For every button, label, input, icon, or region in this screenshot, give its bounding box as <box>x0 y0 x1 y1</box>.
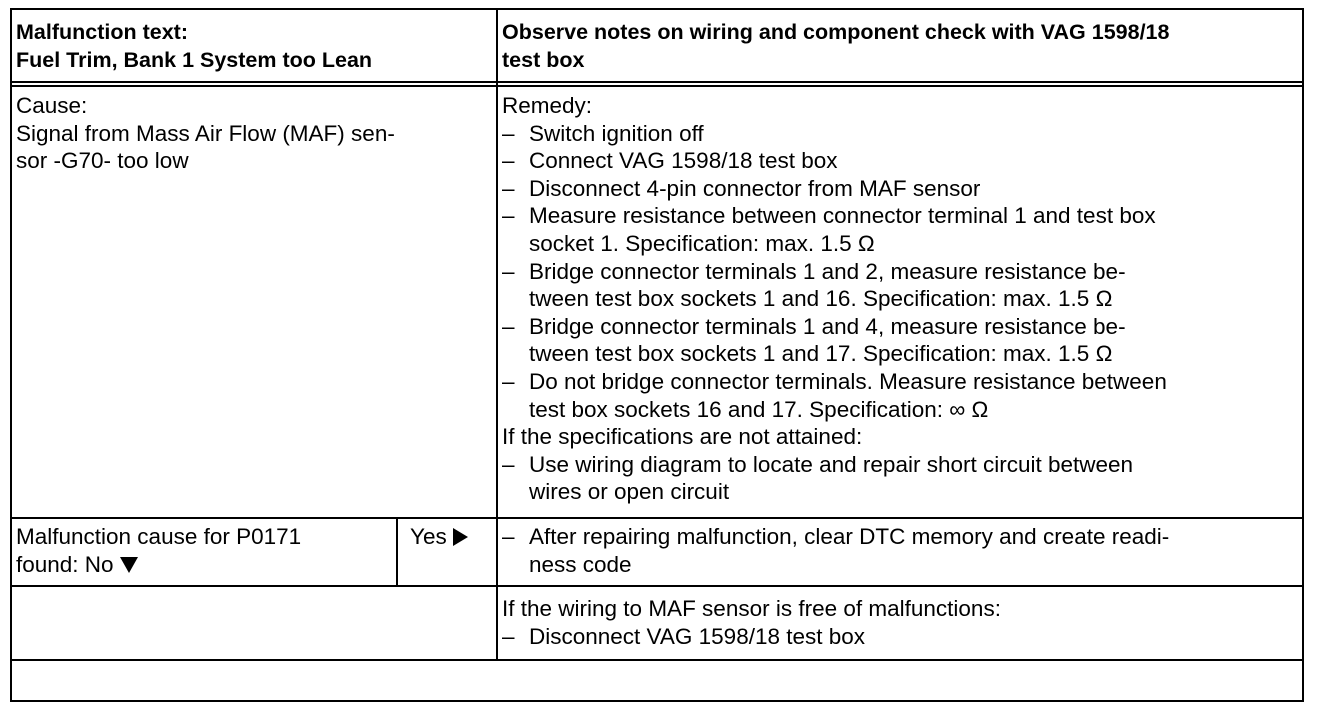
decision-yes-label: Yes <box>410 524 447 549</box>
decision-question-line1: Malfunction cause for P0171 <box>16 524 302 549</box>
remedy-step <box>502 368 1167 423</box>
remedy-divider <box>12 517 1302 519</box>
footer-divider <box>12 659 1302 661</box>
dash-bullet: – <box>502 175 515 201</box>
remedy-step <box>502 202 1167 257</box>
remedy-step <box>502 120 1167 148</box>
dash-bullet: – <box>502 451 515 477</box>
remedy-step-text: test box sockets 16 and 17. Specification: ∞ Ω <box>529 396 989 422</box>
decision-action-cell <box>502 523 1169 578</box>
remedy-step-text: tween test box sockets 1 and 16. Specification: max. 1.5 Ω <box>529 286 1113 312</box>
remedy-cell <box>502 92 1167 506</box>
remedy-step <box>502 147 1167 175</box>
decision-question-line2 <box>16 551 301 579</box>
dash-bullet: – <box>502 120 515 146</box>
remedy-step <box>502 451 1167 506</box>
dash-bullet: – <box>502 203 515 229</box>
dash-bullet: – <box>502 258 515 284</box>
decision-yes <box>410 523 468 551</box>
remedy-step-text: Bridge connector terminals 1 and 2, measure resistance be- <box>529 258 1126 284</box>
remedy-step-text: socket 1. Specification: max. 1.5 Ω <box>529 230 875 256</box>
dash-bullet: – <box>502 368 515 394</box>
arrow-down-icon <box>120 557 138 573</box>
wiring-ok-condition: If the wiring to MAF sensor is free of malfunctions: <box>502 596 1001 621</box>
remedy-step-text: Bridge connector terminals 1 and 4, measure resistance be- <box>529 313 1126 339</box>
dash-bullet: – <box>502 313 515 339</box>
observe-notes-line2: test box <box>502 48 585 72</box>
wiring-ok-step-text: Disconnect VAG 1598/18 test box <box>529 623 866 649</box>
remedy-step-text: Switch ignition off <box>529 120 704 146</box>
malfunction-text-label: Malfunction text: <box>16 20 188 44</box>
arrow-right-icon <box>453 528 468 546</box>
observe-notes-header <box>502 18 1169 74</box>
remedy-step <box>502 258 1167 313</box>
remedy-step-text: wires or open circuit <box>529 479 730 505</box>
wiring-ok-cell <box>502 595 1001 650</box>
remedy-step-text: Do not bridge connector terminals. Measure resistance between <box>529 368 1167 394</box>
decision-question <box>16 523 301 578</box>
remedy-condition: If the specifications are not attained: <box>502 424 863 450</box>
remedy-step-text: Connect VAG 1598/18 test box <box>529 148 838 174</box>
remedy-step-text: Disconnect 4-pin connector from MAF sensor <box>529 175 981 201</box>
malfunction-text-header <box>16 18 372 74</box>
remedy-step <box>502 175 1167 203</box>
cause-text-line2: sor -G70- too low <box>16 148 189 174</box>
remedy-step <box>502 313 1167 368</box>
remedy-step-text: Measure resistance between connector terminal 1 and test box <box>529 203 1156 229</box>
remedy-step-text: Use wiring diagram to locate and repair short circuit between <box>529 451 1134 477</box>
cause-text-line1: Signal from Mass Air Flow (MAF) sen- <box>16 120 395 146</box>
dash-bullet: – <box>502 524 515 549</box>
column-divider <box>496 10 498 660</box>
decision-no-label: found: No <box>16 551 114 577</box>
cause-cell <box>16 92 395 175</box>
remedy-heading: Remedy: <box>502 93 593 118</box>
remedy-step-text: tween test box sockets 1 and 17. Specification: max. 1.5 Ω <box>529 341 1113 367</box>
dash-bullet: – <box>502 623 515 649</box>
decision-action-line1: After repairing malfunction, clear DTC memory and create readi- <box>529 524 1170 549</box>
diagnostic-table <box>10 8 1304 702</box>
dash-bullet: – <box>502 148 515 174</box>
malfunction-title: Fuel Trim, Bank 1 System too Lean <box>16 48 373 72</box>
decision-divider <box>12 585 1302 587</box>
cause-heading: Cause: <box>16 93 88 118</box>
decision-inner-divider <box>396 518 398 586</box>
decision-action-line2: ness code <box>529 551 632 577</box>
wiring-ok-step <box>502 623 1001 651</box>
header-divider <box>12 81 1302 83</box>
decision-action <box>502 523 1169 578</box>
header-divider-double <box>12 85 1302 87</box>
observe-notes-line1: Observe notes on wiring and component check with VAG 1598/18 <box>502 20 1170 44</box>
